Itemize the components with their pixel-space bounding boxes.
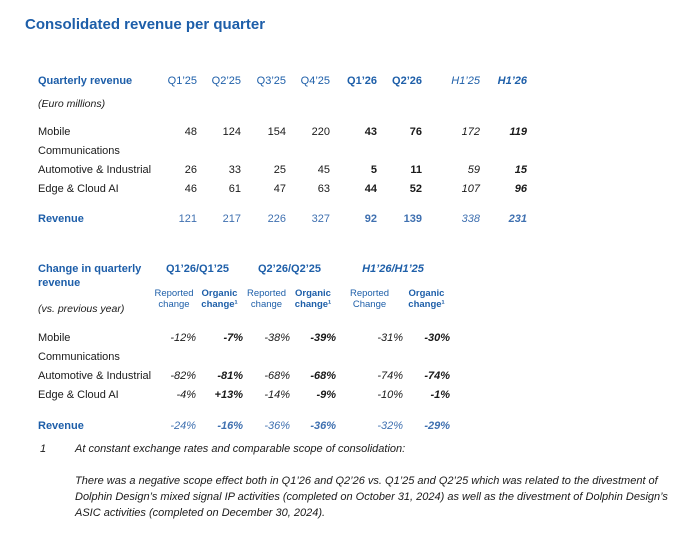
value-cell: 46: [184, 183, 197, 195]
value-cell: -14%: [264, 389, 290, 401]
subheader-reported-change: Reported Change: [349, 288, 390, 311]
total-value-cell: 217: [222, 213, 241, 225]
total-value-cell: -29%: [424, 420, 450, 432]
value-cell: -7%: [223, 332, 243, 344]
table-title-cell: [38, 262, 152, 315]
total-row-label: Revenue: [38, 213, 84, 225]
column-header-h1-26: H1’26: [497, 75, 527, 87]
value-cell: -74%: [424, 370, 450, 382]
table-row: [38, 111, 527, 161]
table-row: [38, 315, 450, 367]
column-header-q2-26: Q2’26: [392, 75, 422, 87]
row-label: Mobile Communications: [38, 332, 120, 363]
total-value-cell: -36%: [310, 420, 336, 432]
footnote-marker: 1: [40, 443, 47, 455]
value-cell: 96: [514, 183, 527, 195]
subheader-organic-change: Organic change¹: [201, 288, 238, 311]
total-value-cell: -32%: [377, 420, 403, 432]
total-row: [38, 199, 527, 229]
value-cell: 15: [514, 164, 527, 176]
value-cell: 172: [461, 126, 480, 138]
total-value-cell: 231: [508, 213, 527, 225]
value-cell: -68%: [264, 370, 290, 382]
table-row: [38, 367, 450, 386]
row-label: Edge & Cloud AI: [38, 183, 119, 195]
value-cell: -4%: [176, 389, 196, 401]
group-header-row: [38, 262, 450, 278]
quarterly-revenue-table: [38, 74, 527, 229]
value-cell: 52: [409, 183, 422, 195]
value-cell: -38%: [264, 332, 290, 344]
value-cell: 26: [184, 164, 197, 176]
footnote: [40, 441, 672, 521]
column-header-q1-26: Q1’26: [347, 75, 377, 87]
value-cell: 107: [461, 183, 480, 195]
total-value-cell: 92: [364, 213, 377, 225]
row-label: Edge & Cloud AI: [38, 389, 119, 401]
column-header-q1-25: Q1’25: [167, 75, 197, 87]
value-cell: 43: [364, 126, 377, 138]
value-cell: -81%: [217, 370, 243, 382]
column-header-h1-25: H1’25: [451, 75, 480, 87]
value-cell: 76: [409, 126, 422, 138]
subheader-organic-change: Organic change¹: [408, 288, 445, 311]
value-cell: 45: [317, 164, 330, 176]
group-header-q2: Q2’26/Q2’25: [258, 263, 321, 275]
footnote-body: There was a negative scope effect both in Q1’26 and Q2’26 vs. Q1’25 and Q2’25 which was related to the divestment of Dolphin Design’s mixed signal IP activities (completed on October 31, 2024) as well as the divestment of Dolphin Design’s ASIC activities (completed on December 30, 2024).: [75, 475, 668, 519]
value-cell: 63: [317, 183, 330, 195]
value-cell: -39%: [310, 332, 336, 344]
footnote-intro: At constant exchange rates and comparable scope of consolidation:: [75, 443, 406, 455]
total-value-cell: -24%: [170, 420, 196, 432]
value-cell: -12%: [170, 332, 196, 344]
row-label: Automotive & Industrial: [38, 370, 152, 382]
column-header-q2-25: Q2’25: [211, 75, 241, 87]
value-cell: +13%: [214, 389, 243, 401]
table-row: [38, 161, 527, 180]
page-title: Consolidated revenue per quarter: [25, 16, 266, 33]
total-row-label: Revenue: [38, 420, 84, 432]
table-title: Change in quarterly revenue: [38, 263, 142, 289]
total-row: [38, 405, 450, 436]
value-cell: 47: [273, 183, 286, 195]
value-cell: 119: [509, 126, 527, 138]
value-cell: 59: [467, 164, 480, 176]
value-cell: -31%: [377, 332, 403, 344]
subheader-organic-change: Organic change¹: [294, 288, 332, 311]
table-row: [38, 180, 527, 199]
footnote-intro-row: [40, 441, 672, 457]
value-cell: -1%: [430, 389, 450, 401]
change-in-revenue-table: [38, 262, 450, 436]
value-cell: -9%: [316, 389, 336, 401]
group-header-h1: H1’26/H1’25: [362, 263, 424, 275]
table-unit-label: (vs. previous year): [38, 303, 125, 315]
total-value-cell: 121: [178, 213, 197, 225]
total-value-cell: 338: [461, 213, 480, 225]
table-header-row: [38, 74, 527, 111]
total-value-cell: 139: [403, 213, 422, 225]
value-cell: -30%: [424, 332, 450, 344]
table-unit-label: (Euro millions): [38, 98, 106, 110]
value-cell: 124: [222, 126, 241, 138]
value-cell: 61: [228, 183, 241, 195]
group-header-q1: Q1’26/Q1’25: [166, 263, 229, 275]
value-cell: 48: [184, 126, 197, 138]
total-value-cell: 327: [311, 213, 330, 225]
subheader-reported-change: Reported change: [154, 288, 194, 311]
value-cell: 5: [370, 164, 377, 176]
row-label: Mobile Communications: [38, 126, 120, 157]
value-cell: 220: [311, 126, 330, 138]
total-value-cell: 226: [267, 213, 286, 225]
column-header-q3-25: Q3’25: [256, 75, 286, 87]
value-cell: 154: [267, 126, 286, 138]
column-header-q4-25: Q4’25: [300, 75, 330, 87]
value-cell: 33: [228, 164, 241, 176]
table-title-cell: [38, 74, 152, 111]
value-cell: 11: [410, 164, 422, 176]
total-value-cell: -36%: [264, 420, 290, 432]
value-cell: 44: [364, 183, 377, 195]
value-cell: 25: [273, 164, 286, 176]
value-cell: -10%: [377, 389, 403, 401]
subheader-reported-change: Reported change: [246, 288, 287, 311]
total-value-cell: -16%: [217, 420, 243, 432]
row-label: Automotive & Industrial: [38, 164, 152, 176]
value-cell: -68%: [310, 370, 336, 382]
table-title: Quarterly revenue: [38, 75, 133, 87]
value-cell: -74%: [377, 370, 403, 382]
value-cell: -82%: [170, 370, 196, 382]
table-row: [38, 386, 450, 405]
